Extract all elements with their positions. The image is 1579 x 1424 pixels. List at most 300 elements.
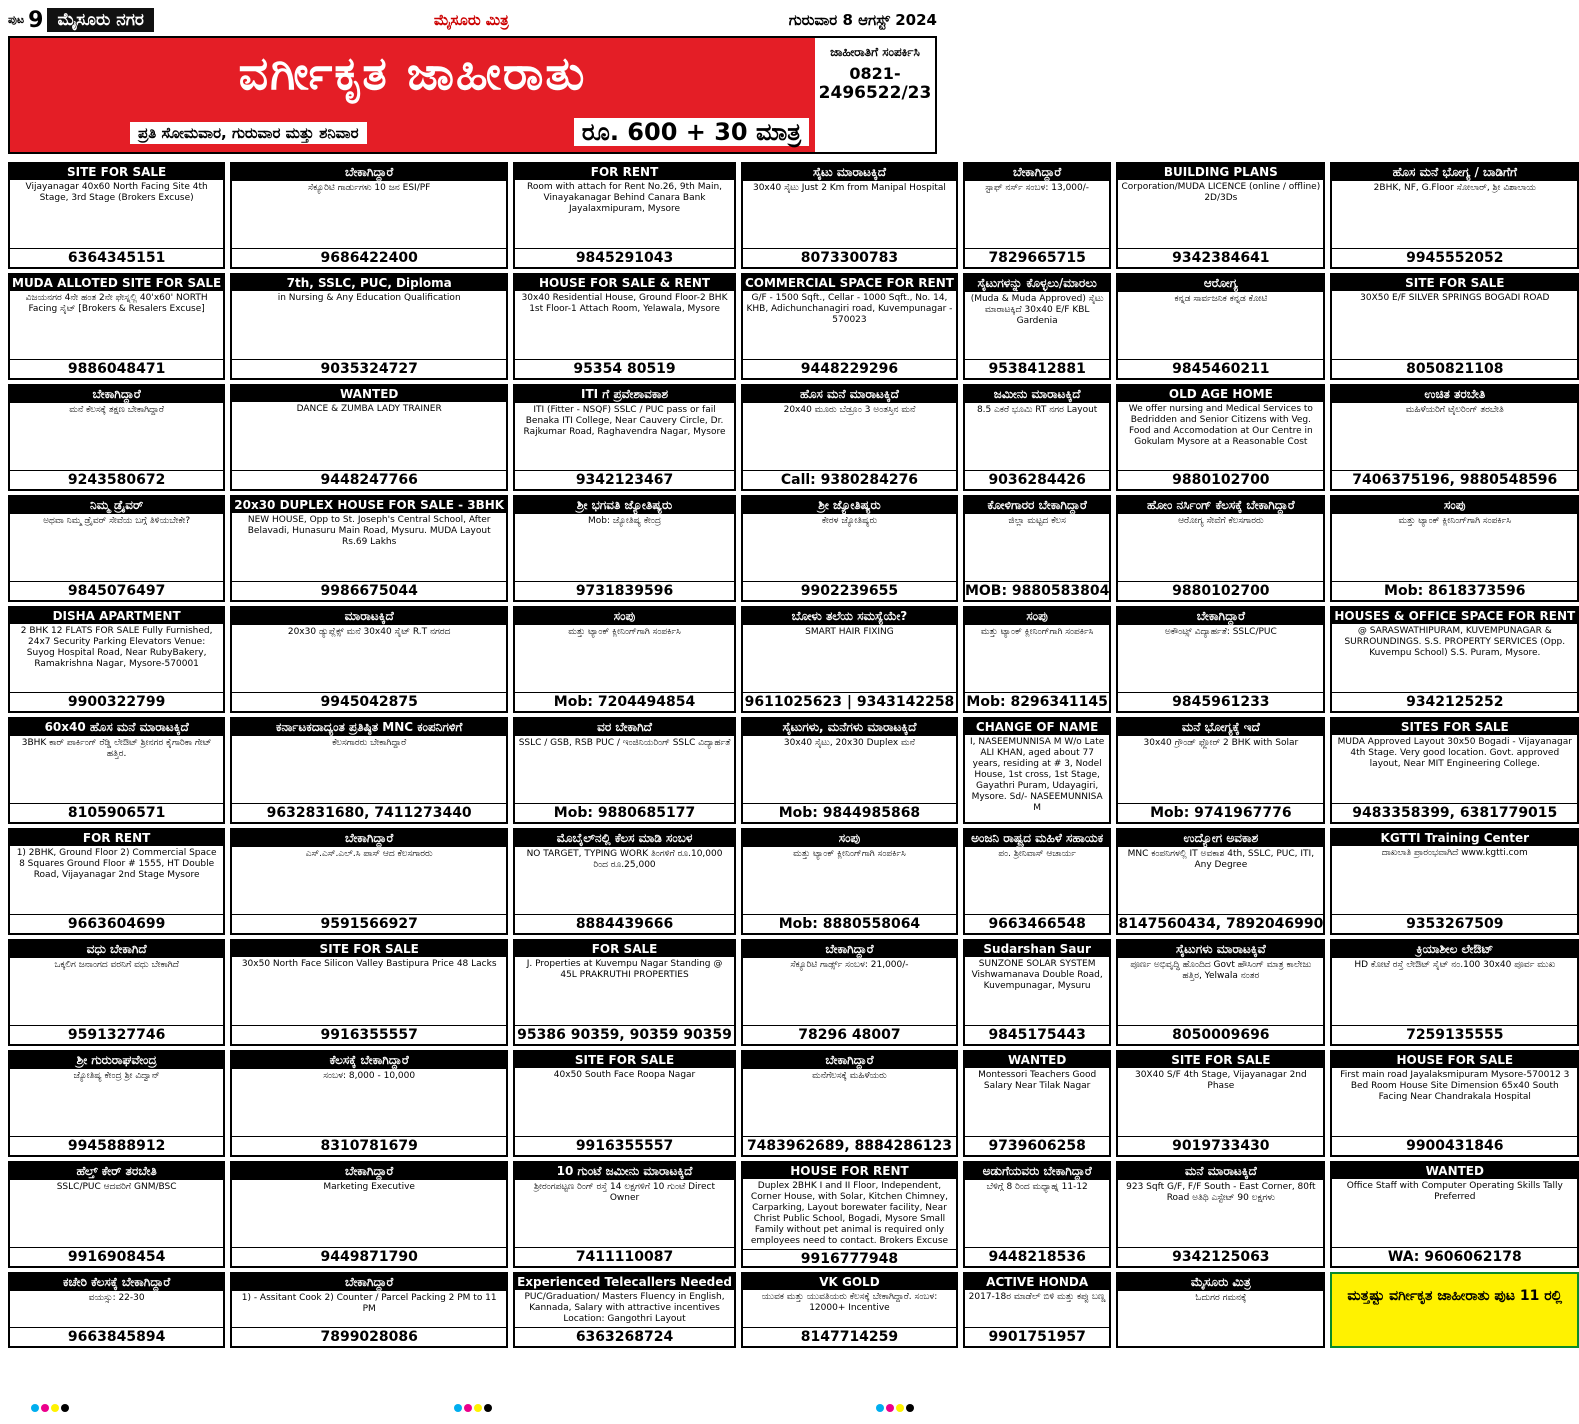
ad-title: ಬೇಕಾಗಿದ್ದಾರೆ bbox=[1118, 608, 1323, 625]
ad-title: 20x30 DUPLEX HOUSE FOR SALE - 3BHK bbox=[234, 498, 505, 512]
ad-body: ಮತ್ತು ಟ್ಯಾಂಕ್ ಕ್ಲೀನಿಂಗ್‌ಗಾಗಿ ಸಂಪರ್ಕಿಸಿ bbox=[1398, 516, 1512, 526]
ad-title: SITES FOR SALE bbox=[1332, 719, 1577, 735]
banner-price: ರೂ. 600 + 30 ಮಾತ್ರ bbox=[574, 118, 809, 146]
ad-title: ಹೆಲ್ತ್ ಕೇರ್ ತರಬೇತಿ bbox=[10, 1163, 223, 1180]
ad-title: ಮೊಬೈಲ್‌ನಲ್ಲಿ ಕೆಲಸ ಮಾಡಿ ಸಂಬಳ bbox=[515, 830, 734, 847]
classified-ad bbox=[1116, 828, 1325, 935]
ad-title: ಉದ್ಯೋಗ ಅವಕಾಶ bbox=[1118, 830, 1323, 847]
classified-ad bbox=[741, 717, 958, 824]
ad-body: Vijayanagar 40x60 North Facing Site 4th Stage, 3rd Stage (Brokers Excuse) bbox=[25, 182, 208, 203]
ad-title: ಅಂಜನಿ ರಾಷ್ಟ್ರದ ಮಹಿಳೆ ಸಹಾಯಕ bbox=[965, 830, 1109, 847]
page-label: ಪುಟ bbox=[8, 13, 25, 26]
classified-ad bbox=[963, 1272, 1111, 1348]
ad-body: (Muda & Muda Approved) ಸೈಟು ಮಾರಾಟಕ್ಕಿದೆ 30x40 E/F KBL Gardenia bbox=[970, 294, 1104, 326]
ad-phone: 9243580672 bbox=[10, 470, 223, 489]
ad-title: ಹೋಂ ನರ್ಸಿಂಗ್ ಕೆಲಸಕ್ಕೆ ಬೇಕಾಗಿದ್ದಾರೆ bbox=[1118, 497, 1323, 514]
ad-body: Marketing Executive bbox=[323, 1182, 415, 1192]
classified-ad bbox=[963, 828, 1111, 935]
ad-title: FOR SALE bbox=[515, 941, 734, 957]
classified-ad bbox=[230, 939, 508, 1046]
classified-ad bbox=[741, 162, 958, 269]
ad-title: ಬೇಕಾಗಿದ್ದಾರೆ bbox=[743, 941, 956, 958]
ad-title: COMMERCIAL SPACE FOR RENT bbox=[744, 276, 954, 290]
banner-contact bbox=[815, 38, 935, 152]
classified-ad bbox=[1330, 717, 1579, 824]
ad-body: MNC ಕಂಪನಿಗಳಲ್ಲಿ IT ಅವಕಾಶ 4th, SSLC, PUC, ITI, Any Degree bbox=[1127, 849, 1315, 870]
ad-body: ಮಹಿಳೆಯರಿಗೆ ಟೈಲರಿಂಗ್ ತರಬೇತಿ bbox=[1405, 405, 1504, 415]
ad-title: WANTED bbox=[232, 386, 506, 402]
classified-ad bbox=[513, 1050, 736, 1157]
ad-phone: 7899028086 bbox=[232, 1327, 506, 1346]
ad-phone: 7406375196, 9880548596 bbox=[1332, 470, 1577, 489]
ad-body: Office Staff with Computer Operating Skills Tally Preferred bbox=[1346, 1181, 1563, 1202]
ad-phone: 9611025623 | 9343142258 bbox=[744, 694, 955, 710]
ad-body: ಕನ್ನಡ ಸಾರ್ವಜನಿಕ ಕನ್ನಡ ಕೋಟಿ bbox=[1174, 294, 1268, 304]
ad-body: NEW HOUSE, Opp to St. Joseph's Central School, After Belavadi, Hunasuru Main Road, Mysuru. MUDA Layout Rs.69 Lakhs bbox=[247, 515, 491, 547]
ad-phone: 9880102700 bbox=[1118, 581, 1323, 600]
ad-body: ಆರೋಗ್ಯ ಸೇವೆಗೆ ಕೆಲಸಗಾರರು bbox=[1178, 516, 1264, 526]
ad-body: ಮತ್ತು ಟ್ಯಾಂಕ್ ಕ್ಲೀನಿಂಗ್‌ಗಾಗಿ ಸಂಪರ್ಕಿಸಿ bbox=[793, 849, 906, 859]
ad-title: ಬೇಕಾಗಿದ್ದಾರೆ bbox=[10, 386, 223, 403]
classified-ad bbox=[1330, 384, 1579, 491]
classified-ad bbox=[1116, 606, 1325, 713]
ad-phone: Mob: 9880685177 bbox=[515, 803, 734, 822]
ad-title: ಕಚೇರಿ ಕೆಲಸಕ್ಕೆ ಬೇಕಾಗಿದ್ದಾರೆ bbox=[10, 1274, 223, 1291]
classified-ad bbox=[1330, 1161, 1579, 1268]
ad-phone: 9902239655 bbox=[743, 581, 956, 600]
ad-body: 8.5 ಎಕರೆ ಭೂಮಿ RT ನಗರ Layout bbox=[976, 405, 1098, 415]
classified-ad bbox=[230, 495, 508, 602]
ad-phone: 8105906571 bbox=[10, 803, 223, 822]
ad-phone: 9916355557 bbox=[232, 1025, 506, 1044]
ad-title: ಮನೆ ಭೋಗ್ಯಕ್ಕೆ ಇದೆ bbox=[1118, 719, 1323, 736]
ad-title: ಅಡುಗೆಯವರು ಬೇಕಾಗಿದ್ದಾರೆ bbox=[965, 1163, 1109, 1180]
classified-ad bbox=[8, 1050, 225, 1157]
ad-title: ಸಂಪು bbox=[515, 608, 734, 625]
ad-title: OLD AGE HOME bbox=[1118, 386, 1323, 402]
classified-ad bbox=[963, 1050, 1111, 1157]
ad-phone: 7829665715 bbox=[965, 248, 1109, 267]
ad-body: Mob: ಜ್ಯೋತಿಷ್ಯ ಕೇಂದ್ರ bbox=[588, 516, 662, 526]
ad-phone: Mob: 8880558064 bbox=[743, 914, 956, 933]
classified-ad bbox=[1116, 273, 1325, 380]
ad-title: SITE FOR SALE bbox=[10, 164, 223, 180]
ad-body: ಓದುಗರ ಗಮನಕ್ಕೆ bbox=[1195, 1293, 1247, 1303]
ad-title: ಬೇಕಾಗಿದ್ದಾರೆ bbox=[232, 164, 506, 181]
ad-phone: 9591566927 bbox=[232, 914, 506, 933]
ad-title: MUDA ALLOTED SITE FOR SALE bbox=[12, 276, 222, 290]
classified-ad bbox=[1116, 495, 1325, 602]
classified-ad bbox=[8, 384, 225, 491]
ad-body: ಮನೆಗೆಲಸಕ್ಕೆ ಮಹಿಳೆಯರು bbox=[812, 1071, 887, 1081]
classified-ad bbox=[513, 939, 736, 1046]
ad-phone: 9448229296 bbox=[743, 359, 956, 378]
classified-ad bbox=[8, 606, 225, 713]
classified-ad bbox=[230, 606, 508, 713]
classified-ad bbox=[8, 495, 225, 602]
ad-phone: Mob: 7204494854 bbox=[515, 692, 734, 711]
classified-ad bbox=[1116, 717, 1325, 824]
ad-phone: 9663845894 bbox=[10, 1327, 223, 1346]
classified-ad bbox=[1330, 162, 1579, 269]
ad-phone: 8310781679 bbox=[232, 1136, 506, 1155]
ad-body: ಶ್ರೀರಂಗಪಟ್ಟಣ ರಿಂಗ್ ರಸ್ತೆ 14 ಲಕ್ಷಗಳಿಗೆ 10 ಗುಂಟೆ Direct Owner bbox=[534, 1182, 716, 1203]
ad-title: Experienced Telecallers Needed bbox=[517, 1275, 732, 1289]
classified-ad bbox=[513, 1161, 736, 1268]
ad-title: ಜಮೀನು ಮಾರಾಟಕ್ಕಿದೆ bbox=[965, 386, 1109, 403]
classified-ad bbox=[963, 162, 1111, 269]
color-registration-marks bbox=[0, 1397, 945, 1416]
classified-ad bbox=[1116, 1272, 1325, 1348]
ad-phone: 9880102700 bbox=[1118, 470, 1323, 489]
classified-ad bbox=[741, 273, 958, 380]
ad-body: 30x40 ಸೈಟು Just 2 Km from Manipal Hospital bbox=[752, 183, 946, 193]
ad-title: ಸಂಪು bbox=[1332, 497, 1577, 514]
ad-title: ಬೇಕಾಗಿದ್ದಾರೆ bbox=[232, 1163, 506, 1180]
ad-title: Sudarshan Saur bbox=[965, 941, 1109, 957]
ad-phone: Mob: 8296341145 bbox=[966, 694, 1108, 710]
ad-body: ಬೆಳಿಗ್ಗೆ 8 ರಿಂದ ಮಧ್ಯಾಹ್ನ 11-12 bbox=[986, 1182, 1088, 1192]
ad-title: ಶ್ರೀ ಜ್ಯೋತಿಷ್ಯರು bbox=[743, 497, 956, 514]
section-name: ಮೈಸೂರು ನಗರ bbox=[47, 8, 153, 32]
classifieds-banner bbox=[8, 36, 937, 154]
ad-phone: 9845175443 bbox=[965, 1025, 1109, 1044]
ad-body: ದಾಖಲಾತಿ ಪ್ರಾರಂಭವಾಗಿದೆ www.kgtti.com bbox=[1381, 848, 1528, 858]
ad-phone: 7411110087 bbox=[515, 1247, 734, 1266]
ad-body: 30x40 ಸೈಟು, 20x30 Duplex ಮನೆ bbox=[783, 738, 915, 748]
ad-title: HOUSE FOR SALE & RENT bbox=[515, 275, 734, 291]
ad-title: ಕೋಳಿಗಾರರ ಬೇಕಾಗಿದ್ದಾರೆ bbox=[965, 497, 1109, 514]
ad-phone: 9845961233 bbox=[1118, 692, 1323, 711]
ad-phone: 9035324727 bbox=[232, 359, 506, 378]
ad-body: First main road Jayalaksmipuram Mysore-570012 3 Bed Room House Site Dimension 65x40 South Facing Near Chandrakala Hospital bbox=[1340, 1070, 1570, 1102]
ad-body: MUDA Approved Layout 30x50 Bogadi - Vijayanagar 4th Stage. Very good location. Govt. approved layout, Near MIT Engineering College. bbox=[1337, 737, 1572, 769]
ad-body: 2 BHK 12 FLATS FOR SALE Fully Furnished, 24x7 Security Parking Elevators Venue: Suyog Hospital Road, Near RubyBakery, Ramakrishna Nagar, Mysore-570001 bbox=[20, 626, 213, 669]
ad-title: ಮೈಸೂರು ಮಿತ್ರ bbox=[1118, 1274, 1323, 1291]
ad-title: ಬೇಕಾಗಿದ್ದಾರೆ bbox=[965, 164, 1109, 181]
ad-body: 20x40 ಮೂರು ಬೆಡ್ರೂಂ 3 ಅಂತಸ್ತಿನ ಮನೆ bbox=[783, 405, 916, 415]
classified-ad bbox=[513, 828, 736, 935]
page-number: 9 bbox=[28, 7, 44, 33]
ad-title: FOR RENT bbox=[10, 830, 223, 846]
dots-center bbox=[453, 1397, 493, 1416]
ad-title: ಸೈಟುಗಳು, ಮನೆಗಳು ಮಾರಾಟಕ್ಕಿದೆ bbox=[743, 719, 956, 736]
ad-body: ಒಕ್ಕಲಿಗ ಜನಾಂಗದ ವರನಿಗೆ ವಧು ಬೇಕಾಗಿದೆ bbox=[54, 960, 179, 970]
ad-title: WANTED bbox=[1332, 1163, 1577, 1179]
ad-phone: 9900322799 bbox=[10, 692, 223, 711]
ad-title: 7th, SSLC, PUC, Diploma bbox=[232, 275, 506, 291]
ad-title: ACTIVE HONDA bbox=[965, 1274, 1109, 1290]
ad-phone: 6364345151 bbox=[10, 248, 223, 267]
classified-ad bbox=[230, 384, 508, 491]
classified-ad bbox=[230, 717, 508, 824]
issue-date: ಗುರುವಾರ 8 ಆಗಸ್ಟ್ 2024 bbox=[788, 11, 937, 29]
ad-phone: 9353267509 bbox=[1332, 914, 1577, 933]
ad-phone: 9945552052 bbox=[1332, 248, 1577, 267]
ad-phone: 95386 90359, 90359 90359 bbox=[515, 1025, 734, 1044]
ad-body: 30x50 North Face Silicon Valley Bastipura Price 48 Lacks bbox=[241, 959, 497, 969]
ad-body: HD ಕೋಟೆ ರಸ್ತೆ ಲೇಔಟ್ ಸೈಟ್ ನಂ.100 30x40 ಪೂರ್ವ ಮುಖ bbox=[1354, 960, 1556, 970]
ad-phone: 8073300783 bbox=[743, 248, 956, 267]
classified-ad bbox=[8, 939, 225, 1046]
ad-phone: 8050009696 bbox=[1118, 1025, 1323, 1044]
ad-body: ಮತ್ತು ಟ್ಯಾಂಕ್ ಕ್ಲೀನಿಂಗ್‌ಗಾಗಿ ಸಂಪರ್ಕಿಸಿ bbox=[568, 627, 681, 637]
classified-ad bbox=[741, 384, 958, 491]
ad-phone: 9731839596 bbox=[515, 581, 734, 600]
ad-title: ಕೆಲಸಕ್ಕೆ ಬೇಕಾಗಿದ್ದಾರೆ bbox=[232, 1052, 506, 1069]
ad-phone: 9916355557 bbox=[515, 1136, 734, 1155]
ad-title: ಬೇಕಾಗಿದ್ದಾರೆ bbox=[232, 830, 506, 847]
ad-phone: 9686422400 bbox=[232, 248, 506, 267]
ad-title: ITI ಗೆ ಪ್ರವೇಶಾವಕಾಶ bbox=[515, 386, 734, 403]
ad-phone: Call: 9380284276 bbox=[743, 470, 956, 489]
ad-title: ಶ್ರೀ ಗುರುರಾಘವೇಂದ್ರ bbox=[10, 1052, 223, 1069]
ad-body: ಮತ್ತಷ್ಟು ವರ್ಗೀಕೃತ ಜಾಹೀರಾತು ಪುಟ 11 ರಲ್ಲಿ bbox=[1347, 1288, 1563, 1304]
classified-ad bbox=[1330, 495, 1579, 602]
ad-body: DANCE & ZUMBA LADY TRAINER bbox=[296, 404, 442, 414]
ad-phone: 9845460211 bbox=[1118, 359, 1323, 378]
classified-ad bbox=[513, 162, 736, 269]
classified-ad bbox=[963, 606, 1111, 713]
ad-body: @ SARASWATHIPURAM, KUVEMPUNAGAR & SURROUNDINGS. S.S. PROPERTY SERVICES (Opp. Kuvempu School) S.S. Puram, Mysore. bbox=[1344, 626, 1566, 658]
ad-body: SUNZONE SOLAR SYSTEM Vishwamanava Double Road, Kuvempunagar, Mysuru bbox=[971, 959, 1103, 991]
ad-title: VK GOLD bbox=[743, 1274, 956, 1290]
ad-title: DISHA APARTMENT bbox=[10, 608, 223, 624]
ad-phone: 9342123467 bbox=[515, 470, 734, 489]
ad-title: 10 ಗುಂಟೆ ಜಮೀನು ಮಾರಾಟಕ್ಕಿದೆ bbox=[515, 1163, 734, 1180]
ad-phone: 9019733430 bbox=[1118, 1136, 1323, 1155]
ad-phone: 9449871790 bbox=[232, 1247, 506, 1266]
ad-phone: 9036284426 bbox=[965, 470, 1109, 489]
ad-body: in Nursing & Any Education Qualification bbox=[277, 293, 461, 303]
classified-ad bbox=[230, 1050, 508, 1157]
ad-title: SITE FOR SALE bbox=[1332, 275, 1577, 291]
ad-phone: 8884439666 bbox=[515, 914, 734, 933]
ad-body: 30x40 Residential House, Ground Floor-2 BHK 1st Floor-1 Attach Room, Yelawala, Mysore bbox=[521, 293, 728, 314]
ad-title: ಕರ್ನಾಟಕದಾದ್ಯಂತ ಪ್ರತಿಷ್ಠಿತ MNC ಕಂಪನಿಗಳಿಗೆ bbox=[232, 719, 506, 736]
classified-ad bbox=[1116, 1050, 1325, 1157]
ad-phone: 9342384641 bbox=[1118, 248, 1323, 267]
ad-body: ವಯಸ್ಸು: 22-30 bbox=[88, 1293, 145, 1303]
ad-phone: 9900431846 bbox=[1332, 1136, 1577, 1155]
ad-phone: 8147714259 bbox=[743, 1327, 956, 1346]
dots-right bbox=[875, 1397, 915, 1416]
ad-title: ಬೇಕಾಗಿದ್ದಾರೆ bbox=[743, 1052, 956, 1069]
dots-left bbox=[30, 1397, 70, 1416]
classified-ad bbox=[230, 828, 508, 935]
classified-ad bbox=[8, 717, 225, 824]
ad-title: HOUSE FOR SALE bbox=[1332, 1052, 1577, 1068]
classified-ad bbox=[1330, 1272, 1579, 1348]
classified-ad bbox=[1116, 384, 1325, 491]
ad-phone: MOB: 9880583804 bbox=[964, 583, 1110, 599]
ad-phone: 7259135555 bbox=[1332, 1025, 1577, 1044]
ad-phone: 9845291043 bbox=[515, 248, 734, 267]
ad-phone: Mob: 9844985868 bbox=[743, 803, 956, 822]
classified-ad bbox=[741, 939, 958, 1046]
ad-title: ಬೇಕಾಗಿದ್ದಾರೆ bbox=[232, 1274, 506, 1291]
classified-ad bbox=[513, 1272, 736, 1348]
classified-ad bbox=[1330, 273, 1579, 380]
classified-ad bbox=[230, 1161, 508, 1268]
classified-ad bbox=[513, 495, 736, 602]
classified-ad bbox=[8, 162, 225, 269]
ad-body: 923 Sqft G/F, F/F South - East Corner, 80ft Road ಅತಿಥಿ ಎಸ್ಟೇಟ್ 90 ಲಕ್ಷಗಳು bbox=[1126, 1182, 1316, 1203]
ad-body: ಮನೆ ಕೆಲಸಕ್ಕೆ ತಕ್ಷಣ ಬೇಕಾಗಿದ್ದಾರೆ bbox=[69, 405, 164, 415]
classified-ad bbox=[741, 828, 958, 935]
ad-title: HOUSES & OFFICE SPACE FOR RENT bbox=[1334, 609, 1576, 623]
ad-phone: 9845076497 bbox=[10, 581, 223, 600]
ad-body: SSLC/PUC ಆದವರಿಗೆ GNM/BSC bbox=[56, 1182, 177, 1192]
ad-body: 20x30 ಡ್ಯುಪ್ಲೆಕ್ಸ್ ಮನೆ 30x40 ಸೈಟ್ R.T ನಗರದ bbox=[287, 627, 451, 637]
ad-phone: 9663466548 bbox=[965, 914, 1109, 933]
classified-ad bbox=[741, 1050, 958, 1157]
ad-phone: 9483358399, 6381779015 bbox=[1332, 803, 1577, 822]
ad-body: ಅಥವಾ ನಿಮ್ಮ ಡ್ರೈವರ್ ಸೇವೆಯ ಬಗ್ಗೆ ತಿಳಿಯಬೇಕೇ? bbox=[43, 516, 191, 526]
contact-label: ಜಾಹೀರಾತಿಗೆ ಸಂಪರ್ಕಿಸಿ bbox=[830, 45, 920, 59]
ad-body: G/F - 1500 Sqft., Cellar - 1000 Sqft., No. 14, KHB, Adichunchanagiri road, Kuvempunagar - 570023 bbox=[746, 293, 953, 325]
classified-ad bbox=[963, 495, 1111, 602]
classified-ad bbox=[1116, 162, 1325, 269]
ad-title: 60x40 ಹೊಸ ಮನೆ ಮಾರಾಟಕ್ಕಿದೆ bbox=[10, 719, 223, 736]
classified-ad bbox=[963, 717, 1111, 824]
classified-ad bbox=[1330, 1050, 1579, 1157]
ad-phone: Mob: 9741967776 bbox=[1118, 803, 1323, 822]
ads-grid bbox=[8, 162, 1576, 1348]
ad-body: I, NASEEMUNNISA M W/o Late ALI KHAN, aged about 77 years, residing at # 3, Nodel House, 1st cross, 1st Stage, Gayathri Puram, Udayagiri, Mysore. Sd/- NASEEMUNNISA M bbox=[970, 737, 1105, 813]
ad-title: ಹೊಸ ಮನೆ ಮಾರಾಟಕ್ಕಿದೆ bbox=[743, 386, 956, 403]
classified-ad bbox=[741, 1161, 958, 1268]
classified-ad bbox=[963, 384, 1111, 491]
ad-phone: 8147560434, 7892046990 bbox=[1118, 916, 1324, 932]
ad-body: 3BHK ಕಾರ್ ಪಾರ್ಕಿಂಗ್ ರೆಡ್ಡಿ ಲೇಔಟ್ ಶ್ರೀನಗರ ಕೈಗಾರಿಕಾ ಗೇಟ್ ಹತ್ತಿರ. bbox=[21, 738, 212, 759]
ad-title: BUILDING PLANS bbox=[1118, 164, 1323, 180]
ad-phone: 8050821108 bbox=[1332, 359, 1577, 378]
ad-title: WANTED bbox=[965, 1052, 1109, 1068]
ad-body: ಜ್ಯೋತಿಷ್ಯ ಕೇಂದ್ರ ಶ್ರೀ ವಿದ್ವಾನ್ bbox=[73, 1071, 160, 1081]
classified-ad bbox=[741, 495, 958, 602]
classified-ad bbox=[1330, 606, 1579, 713]
ad-phone: 9945042875 bbox=[232, 692, 506, 711]
contact-number: 2496522/23 bbox=[818, 83, 932, 103]
classified-ad bbox=[1116, 939, 1325, 1046]
classified-ad bbox=[513, 384, 736, 491]
classified-ad bbox=[230, 273, 508, 380]
ad-body: Duplex 2BHK I and II Floor, Independent, Corner House, with Solar, Kitchen Chimney, Carparking, Layout borewater facility, Near Christ Public School, Bogadi, Mysore Small Family without pet animal is required only employees need to contact. Brokers Excuse bbox=[750, 1181, 949, 1246]
ad-body: ಮತ್ತು ಟ್ಯಾಂಕ್ ಕ್ಲೀನಿಂಗ್‌ಗಾಗಿ ಸಂಪರ್ಕಿಸಿ bbox=[980, 627, 1094, 637]
banner-days: ಪ್ರತಿ ಸೋಮವಾರ, ಗುರುವಾರ ಮತ್ತು ಶನಿವಾರ bbox=[130, 122, 367, 144]
classified-ad bbox=[513, 717, 736, 824]
classified-ad bbox=[513, 606, 736, 713]
ad-phone: 95354 80519 bbox=[515, 359, 734, 378]
ad-body: Corporation/MUDA LICENCE (online / offline) 2D/3Ds bbox=[1121, 182, 1321, 203]
ad-phone: 6363268724 bbox=[515, 1327, 734, 1346]
ad-phone: 9342125252 bbox=[1332, 692, 1577, 711]
ad-phone: 9901751957 bbox=[965, 1327, 1109, 1346]
ad-phone: 9448247766 bbox=[232, 470, 506, 489]
ad-title: ವಧು ಬೇಕಾಗಿದೆ bbox=[10, 941, 223, 958]
ad-title: ಸಂಪು bbox=[743, 830, 956, 847]
ad-phone: 9342125063 bbox=[1118, 1247, 1323, 1266]
ad-body: Montessori Teachers Good Salary Near Tilak Nagar bbox=[978, 1070, 1097, 1091]
ad-body: 1) 2BHK, Ground Floor 2) Commercial Space 8 Squares Ground Floor # 1555, HT Double Road, Vijayanagar 2nd Stage Mysore bbox=[16, 848, 217, 880]
contact-code: 0821- bbox=[849, 64, 901, 83]
ad-title: ನಿಮ್ಮ ಡ್ರೈವರ್ bbox=[10, 497, 223, 514]
classified-ad bbox=[963, 939, 1111, 1046]
ad-body: ಸೆಕ್ಯೂರಿಟಿ ಗಾರ್ಡ್ಸ್ ಸಂಬಳ: 21,000/- bbox=[790, 960, 909, 970]
ad-phone: 78296 48007 bbox=[743, 1025, 956, 1044]
ad-body: NO TARGET, TYPING WORK ತಿಂಗಳಿಗೆ ರೂ.10,000 ರಿಂದ ರೂ.25,000 bbox=[526, 849, 723, 870]
ad-title: ಸೈಟುಗಳು ಮಾರಾಟಕ್ಕಿವೆ bbox=[1118, 941, 1323, 958]
ad-phone: 9886048471 bbox=[10, 359, 223, 378]
ad-phone: Mob: 8618373596 bbox=[1332, 581, 1577, 600]
classified-ad bbox=[513, 273, 736, 380]
classified-ad bbox=[8, 1161, 225, 1268]
paper-name: ಮೈಸೂರು ಮಿತ್ರ bbox=[433, 11, 509, 29]
ad-phone: 9916908454 bbox=[10, 1247, 223, 1266]
ad-body: ಎಸ್.ಎಸ್.ಎಲ್.ಸಿ ಪಾಸ್ ಆದ ಕೆಲಸಗಾರರು bbox=[305, 849, 433, 859]
classified-ad bbox=[1330, 828, 1579, 935]
classified-ad bbox=[1116, 1161, 1325, 1268]
ad-body: ಸ್ಟಾಫ್ ನರ್ಸ್ ಸಂಬಳ: 13,000/- bbox=[985, 183, 1090, 193]
ad-phone: 9986675044 bbox=[232, 581, 506, 600]
ad-phone: 9632831680, 7411273440 bbox=[232, 803, 506, 822]
ad-title: SITE FOR SALE bbox=[232, 941, 506, 957]
ad-title: ಆರೋಗ್ಯ bbox=[1118, 275, 1323, 292]
ad-body: Room with attach for Rent No.26, 9th Main, Vinayakanagar Behind Canara Bank Jayalaxmipuram, Mysore bbox=[527, 182, 723, 214]
ad-body: PUC/Graduation/ Masters Fluency in English, Kannada, Salary with attractive incentives Location: Gangothri Layout bbox=[524, 1292, 725, 1324]
ad-title: ಮಾರಾಟಕ್ಕಿದೆ bbox=[232, 608, 506, 625]
ad-body: 30X40 S/F 4th Stage, Vijayanagar 2nd Phase bbox=[1134, 1070, 1307, 1091]
ad-body: 40x50 South Face Roopa Nagar bbox=[553, 1070, 696, 1080]
banner-title: ವರ್ಗೀಕೃತ ಜಾಹೀರಾತು bbox=[238, 46, 587, 100]
ad-body: J. Properties at Kuvempu Nagar Standing @ 45L PRAKRUTHI PROPERTIES bbox=[526, 959, 723, 980]
classified-ad bbox=[230, 162, 508, 269]
classified-ad bbox=[741, 1272, 958, 1348]
ad-phone: 9739606258 bbox=[965, 1136, 1109, 1155]
ad-title: ಉಚಿತ ತರಬೇತಿ bbox=[1332, 386, 1577, 403]
ad-title: ಸೈಟು ಮಾರಾಟಕ್ಕಿದೆ bbox=[743, 164, 956, 181]
ad-title: ಸಂಪು bbox=[965, 608, 1109, 625]
ad-body: ಜಿಲ್ಲಾ ಮಟ್ಟದ ಕೆಲಸ bbox=[1008, 516, 1066, 526]
ad-phone: WA: 9606062178 bbox=[1332, 1247, 1577, 1266]
ad-title: ಕ್ರಿಯಾಶೀಲ ಲೇಔಟ್ bbox=[1332, 941, 1577, 958]
ad-body: We offer nursing and Medical Services to Bedridden and Senior Citizens with Veg. Food and Accomodation at Our Centre in Gokulam Mysore at a Reasonable Cost bbox=[1128, 404, 1313, 447]
ad-body: SMART HAIR FIXING bbox=[805, 627, 894, 637]
ad-body: ITI (Fitter - NSQF) SSLC / PUC pass or fail Benaka ITI College, Near Cauvery Circle, Dr. Rajkumar Road, Raghavendra Nagar, Mysore bbox=[523, 405, 726, 437]
ad-phone: 9538412881 bbox=[965, 359, 1109, 378]
ad-title: SITE FOR SALE bbox=[1118, 1052, 1323, 1068]
ad-title: ಬೋಳು ತಲೆಯ ಸಮಸ್ಯೆಯೇ? bbox=[743, 608, 956, 625]
ad-body: 1) - Assitant Cook 2) Counter / Parcel Packing 2 PM to 11 PM bbox=[241, 1293, 497, 1314]
ad-body: 30x40 ಗ್ರೌಂಡ್ ಫ್ಲೋರ್ 2 BHK with Solar bbox=[1143, 738, 1299, 748]
ad-title: ಶ್ರೀ ಭಗವತಿ ಜ್ಯೋತಿಷ್ಯರು bbox=[515, 497, 734, 514]
ad-body: ಪೂರ್ಣ ಅಭಿವೃದ್ಧಿ ಹೊಂದಿದ Govt ಹೌಸಿಂಗ್ ಮಾತ್ರ ಕಾಲೇಜು ಹತ್ತಿರ, Yelwala ನಂತರ bbox=[1130, 960, 1312, 981]
ad-body: ವಿಜಯನಗರ 4ನೇ ಹಂತ 2ನೇ ಫೇಸ್ನಲ್ಲಿ 40'x60' NORTH Facing ಸೈಟ್ [Brokers & Resalers Excuse] bbox=[25, 293, 208, 314]
ad-body: 2017-18ರ ಮಾಡೆಲ್ ಬಿಳಿ ಮತ್ತು ಕಪ್ಪು ಬಣ್ಣ bbox=[968, 1292, 1106, 1302]
ad-phone: 9663604699 bbox=[10, 914, 223, 933]
ad-body: ಸೆಕ್ಯೂರಿಟಿ ಗಾರ್ಡುಗಳು 10 ಜನ ESI/PF bbox=[307, 183, 431, 193]
ad-title: ಮನೆ ಮಾರಾಟಕ್ಕಿದೆ bbox=[1118, 1163, 1323, 1180]
classified-ad bbox=[963, 1161, 1111, 1268]
classified-ad bbox=[1330, 939, 1579, 1046]
ad-title: ಹೊಸ ಮನೆ ಭೋಗ್ಯ / ಬಾಡಿಗೆಗೆ bbox=[1332, 164, 1577, 181]
ad-body: ಕೇರಳ ಜ್ಯೋತಿಷ್ಯರು bbox=[821, 516, 878, 526]
ad-body: ಪಂ. ಶ್ರೀನಿವಾಸ್ ಆಚಾರ್ಯ bbox=[998, 849, 1076, 859]
ad-phone: 9448218536 bbox=[965, 1247, 1109, 1266]
ad-phone: 7483962689, 8884286123 bbox=[743, 1136, 956, 1155]
ad-body: ಯುವಕ ಮತ್ತು ಯುವತಿಯರು ಕೆಲಸಕ್ಕೆ ಬೇಕಾಗಿದ್ದಾರೆ. ಸಂಬಳ: 12000+ Incentive bbox=[761, 1292, 938, 1313]
